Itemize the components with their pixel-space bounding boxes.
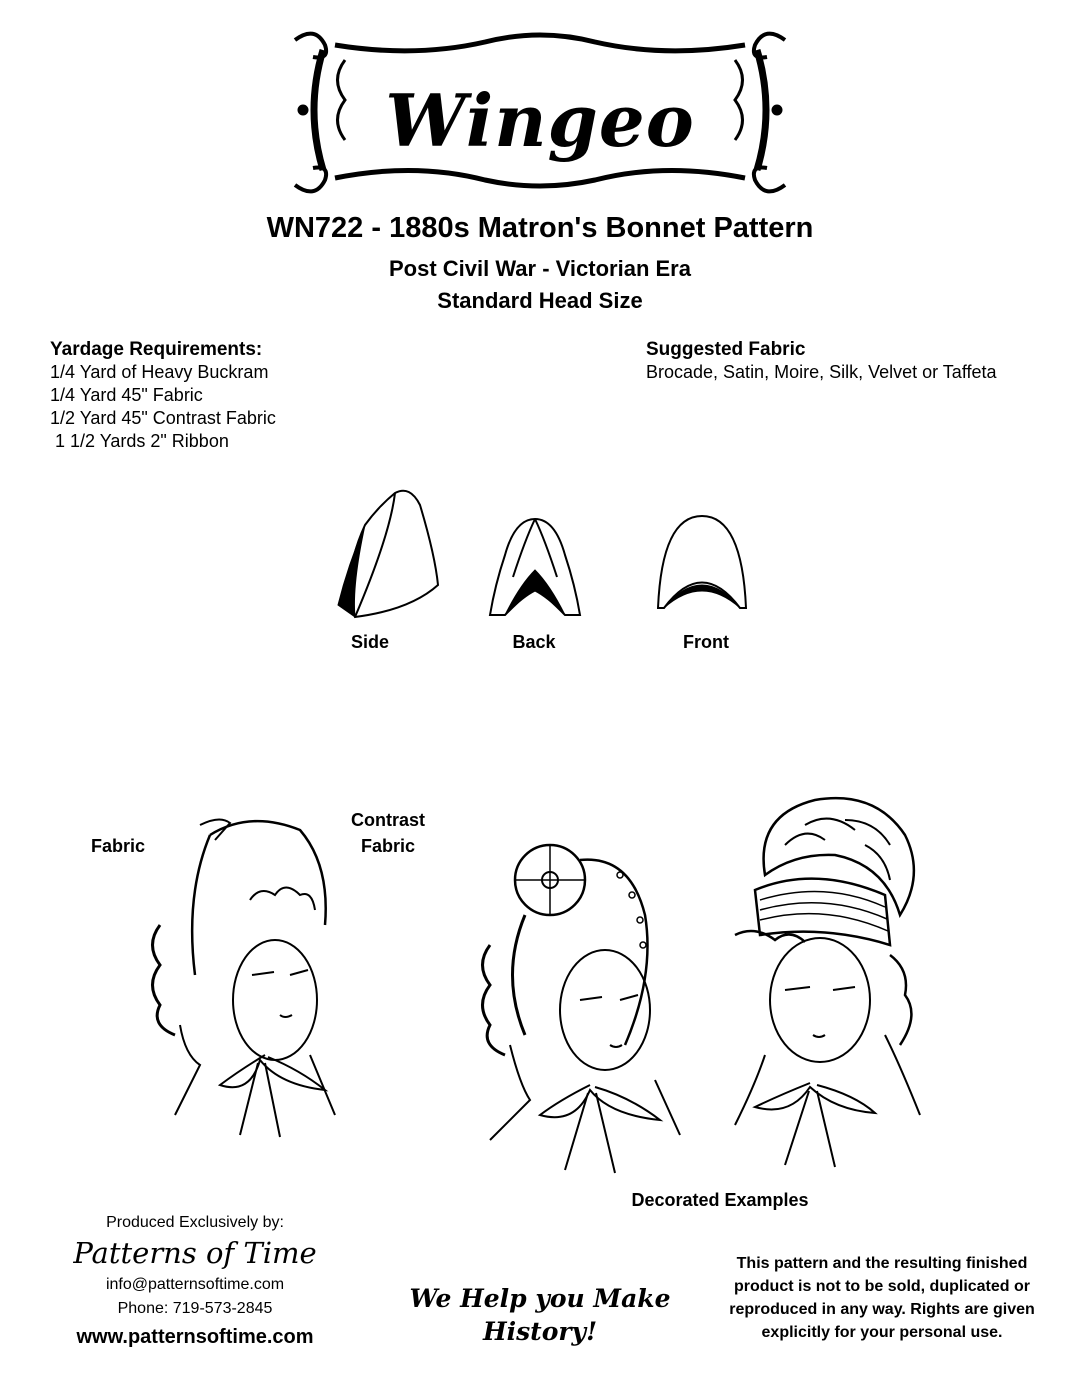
- notice-line: This pattern and the resulting finished: [736, 1255, 1028, 1272]
- slogan-line: History!: [482, 1317, 598, 1346]
- producer-intro: Produced Exclusively by:: [106, 1214, 284, 1231]
- label-fabric: Fabric: [90, 836, 146, 856]
- fabric-heading: Suggested Fabric: [646, 339, 806, 360]
- producer-name: Patterns of Time: [73, 1236, 317, 1270]
- subtitle-size: Standard Head Size: [437, 288, 643, 313]
- brand-logo: [275, 20, 805, 200]
- feather-bonnet-illustration: [725, 795, 925, 1175]
- producer-email[interactable]: info@patternsoftime.com: [105, 1276, 285, 1293]
- slogan-line: We Help you Make: [409, 1284, 671, 1313]
- flower-bonnet-illustration: [480, 835, 685, 1180]
- page-title: WN722 - 1880s Matron's Bonnet Pattern: [266, 212, 814, 244]
- producer-block: [50, 1214, 340, 1349]
- subtitle-era: Post Civil War - Victorian Era: [389, 256, 691, 281]
- fabric-list: Brocade, Satin, Moire, Silk, Velvet or Taffeta: [646, 362, 997, 382]
- copyright-notice: [712, 1252, 1052, 1344]
- suggested-fabric: [646, 338, 1026, 384]
- yardage-item: 1 1/2 Yards 2" Ribbon: [50, 431, 229, 451]
- yardage-item: 1/4 Yard of Heavy Buckram: [50, 362, 269, 382]
- label-contrast-fabric: Fabric: [360, 836, 416, 856]
- back-view-icon: [485, 515, 585, 620]
- label-decorated-examples: Decorated Examples: [631, 1190, 809, 1210]
- yardage-requirements: [50, 338, 276, 453]
- side-view-icon: [330, 485, 440, 625]
- label-front: Front: [683, 632, 729, 652]
- plain-bonnet-illustration: [140, 815, 340, 1145]
- slogan: [400, 1282, 680, 1348]
- brand-name: Wingeo: [385, 78, 695, 163]
- producer-phone: Phone: 719-573-2845: [117, 1300, 273, 1317]
- label-back: Back: [512, 632, 556, 652]
- yardage-item: 1/4 Yard 45" Fabric: [50, 385, 203, 405]
- notice-line: product is not to be sold, duplicated or: [734, 1278, 1030, 1295]
- notice-line: explicitly for your personal use.: [761, 1324, 1003, 1341]
- notice-line: reproduced in any way. Rights are given: [729, 1301, 1035, 1318]
- yardage-heading: Yardage Requirements:: [50, 339, 263, 360]
- front-view-icon: [652, 512, 752, 612]
- producer-website[interactable]: www.patternsoftime.com: [76, 1326, 314, 1348]
- label-contrast: Contrast: [350, 810, 425, 830]
- label-side: Side: [350, 632, 389, 652]
- yardage-item: 1/2 Yard 45" Contrast Fabric: [50, 408, 276, 428]
